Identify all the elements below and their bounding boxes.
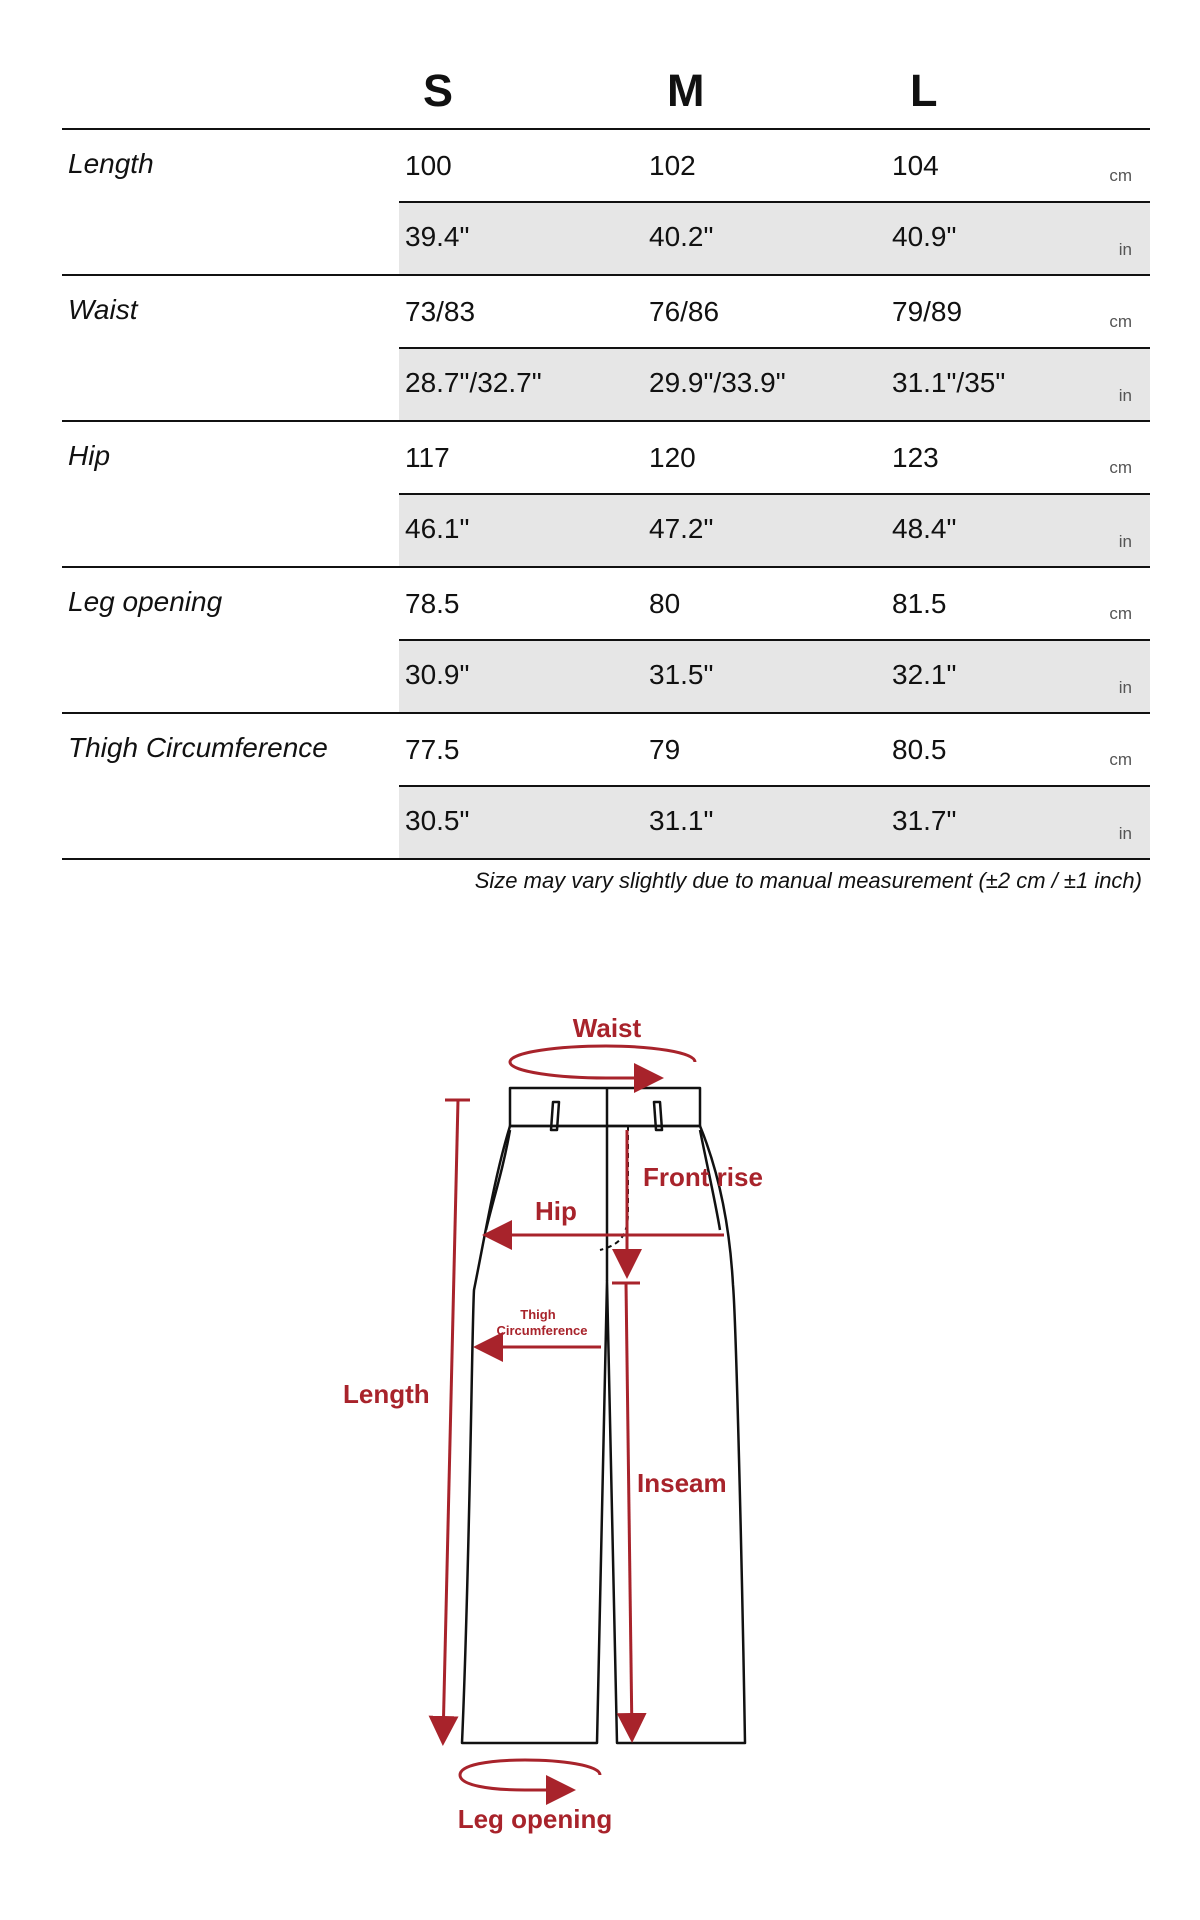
measurement-group-waist (62, 276, 1150, 422)
leg-opening-label: Leg opening (457, 1804, 613, 1834)
value-cell: 73/83 (405, 296, 476, 327)
fly-stitching (600, 1126, 628, 1250)
value-cell: 31.1"/35" (892, 367, 1006, 398)
measurement-arrows (443, 1046, 724, 1790)
group-divider (62, 858, 1150, 860)
value-cell: 31.1" (649, 805, 714, 836)
value-cell: 40.9" (892, 221, 957, 252)
hip-label: Hip (535, 1196, 577, 1226)
inseam-arrow (626, 1283, 632, 1737)
measurement-label: Waist (68, 294, 138, 325)
cm-row (399, 424, 1150, 495)
inseam-label: Inseam (637, 1468, 727, 1498)
value-cell: 76/86 (649, 296, 720, 327)
value-cell: 77.5 (405, 734, 460, 765)
value-cell: 78.5 (405, 588, 460, 619)
value-cell: 80.5 (892, 734, 947, 765)
value-cell: 123 (892, 442, 939, 473)
measurement-group-leg-opening (62, 568, 1150, 714)
inch-row (399, 641, 1150, 712)
inch-row (399, 203, 1150, 274)
measurement-group-thigh (62, 714, 1150, 860)
measurement-note: Size may vary slightly due to manual measurement (±2 cm / ±1 inch) (474, 868, 1142, 893)
value-cell: 48.4" (892, 513, 957, 544)
leg-opening-arrow (460, 1760, 600, 1790)
inch-row (399, 495, 1150, 566)
value-cell: 79 (649, 734, 681, 765)
value-cell: 81.5 (892, 588, 947, 619)
value-cell: 31.5" (649, 659, 714, 690)
measurement-label: Thigh Circumference (68, 732, 328, 763)
measurement-group-length (62, 130, 1150, 276)
pants-measurement-diagram (0, 960, 1200, 1860)
value-cell: 102 (649, 150, 696, 181)
value-cell: 47.2" (649, 513, 714, 544)
inch-row (399, 787, 1150, 858)
value-cell: 30.9" (405, 659, 470, 690)
unit-label-in: in (1118, 532, 1132, 551)
cm-row (399, 278, 1150, 349)
value-cell: 39.4" (405, 221, 470, 252)
size-l-header: L (910, 65, 938, 116)
measurement-label: Length (68, 148, 154, 179)
value-cell: 117 (405, 442, 450, 473)
thigh-label-line1: Thigh (520, 1307, 556, 1322)
value-cell: 46.1" (405, 513, 470, 544)
front-rise-label: Front rise (643, 1162, 763, 1192)
unit-label-in: in (1118, 240, 1132, 259)
inch-row (399, 349, 1150, 420)
waist-label: Waist (572, 1013, 642, 1043)
value-cell: 29.9"/33.9" (649, 367, 786, 398)
unit-label-cm: cm (1109, 604, 1132, 623)
value-cell: 31.7" (892, 805, 957, 836)
value-cell: 30.5" (405, 805, 470, 836)
waistband (510, 1088, 700, 1126)
size-table (62, 128, 1150, 860)
unit-label-in: in (1118, 386, 1132, 405)
measurement-label: Hip (68, 440, 111, 471)
size-header-row (0, 62, 1200, 120)
value-cell: 80 (649, 588, 681, 619)
pants-body (462, 1126, 745, 1743)
length-arrow (443, 1100, 458, 1740)
size-m-header: M (667, 65, 705, 116)
unit-label-cm: cm (1109, 750, 1132, 769)
unit-label-in: in (1118, 678, 1132, 697)
value-cell: 40.2" (649, 221, 714, 252)
unit-label-cm: cm (1109, 458, 1132, 477)
measurement-label: Leg opening (68, 586, 223, 617)
pocket-left (486, 1130, 510, 1230)
value-cell: 120 (649, 442, 696, 473)
thigh-label-line2: Circumference (496, 1323, 588, 1338)
measurement-group-hip (62, 422, 1150, 568)
value-cell: 32.1" (892, 659, 957, 690)
length-label: Length (343, 1379, 430, 1409)
cm-row (399, 716, 1150, 787)
size-s-header: S (423, 65, 454, 116)
value-cell: 28.7"/32.7" (405, 367, 542, 398)
value-cell: 100 (405, 150, 452, 181)
unit-label-in: in (1118, 824, 1132, 843)
unit-label-cm: cm (1109, 312, 1132, 331)
waist-arrow (510, 1046, 695, 1078)
value-cell: 79/89 (892, 296, 963, 327)
cm-row (399, 570, 1150, 641)
value-cell: 104 (892, 150, 939, 181)
unit-label-cm: cm (1109, 166, 1132, 185)
cm-row (399, 132, 1150, 203)
